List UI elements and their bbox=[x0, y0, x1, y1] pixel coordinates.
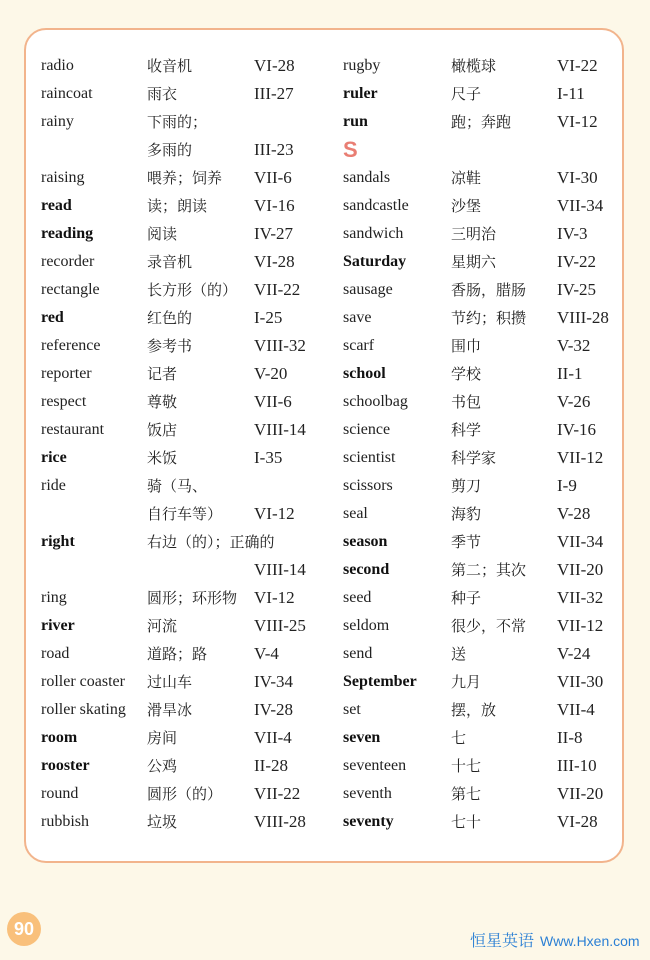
entry-word: room bbox=[41, 729, 78, 746]
entry-meaning: 很少，不常 bbox=[451, 617, 527, 635]
entry-reference: VII-4 bbox=[254, 728, 292, 747]
entry-word: second bbox=[343, 561, 390, 578]
entry-word: ride bbox=[41, 477, 66, 494]
entry-reference: I-35 bbox=[254, 448, 283, 467]
entry-reference: V-4 bbox=[254, 644, 279, 663]
entry-meaning: 剪刀 bbox=[451, 477, 482, 495]
entry-reference: I-25 bbox=[254, 308, 283, 327]
entry-word: red bbox=[41, 309, 64, 326]
entry-meaning: 收音机 bbox=[147, 57, 193, 75]
entry-meaning: 红色的 bbox=[147, 309, 193, 327]
entry-reference: VII-32 bbox=[557, 588, 604, 607]
entry-word: school bbox=[343, 365, 386, 382]
entry-word: schoolbag bbox=[343, 393, 408, 410]
entry-word: round bbox=[41, 785, 79, 802]
entry-meaning: 种子 bbox=[451, 589, 482, 607]
entry-meaning: 七十 bbox=[451, 813, 482, 831]
entry-reference: IV-3 bbox=[557, 224, 588, 243]
entry-meaning: 凉鞋 bbox=[451, 169, 482, 187]
entry-word: scientist bbox=[343, 449, 396, 466]
entry-word: Saturday bbox=[343, 253, 407, 270]
entry-meaning: 十七 bbox=[451, 757, 482, 775]
entry-word: season bbox=[343, 533, 388, 550]
entry-word: roller coaster bbox=[41, 673, 125, 690]
entry-meaning: 长方形（的） bbox=[147, 281, 238, 299]
entry-word: seal bbox=[343, 505, 368, 522]
entry-word: river bbox=[41, 617, 75, 634]
entry-word: sandals bbox=[343, 169, 391, 186]
entry-meaning: 书包 bbox=[451, 393, 482, 411]
entry-meaning: 七 bbox=[451, 729, 467, 747]
section-letter: S bbox=[343, 137, 358, 162]
entry-meaning: 摆，放 bbox=[451, 701, 497, 719]
entry-reference: VII-22 bbox=[254, 784, 301, 803]
entry-meaning: 九月 bbox=[451, 673, 482, 691]
entry-reference: VI-16 bbox=[254, 196, 295, 215]
entry-reference: VII-34 bbox=[557, 196, 604, 215]
entry-word: rugby bbox=[343, 57, 381, 74]
entry-meaning: 记者 bbox=[147, 365, 178, 383]
entry-meaning: 尺子 bbox=[451, 85, 482, 103]
entry-word: sandwich bbox=[343, 225, 404, 242]
entry-meaning: 读；朗读 bbox=[147, 197, 208, 215]
entry-meaning: 科学家 bbox=[451, 449, 497, 467]
entry-reference: VI-12 bbox=[254, 504, 295, 523]
entry-reference: VII-6 bbox=[254, 392, 292, 411]
entry-reference: VI-30 bbox=[557, 168, 598, 187]
entry-word: rooster bbox=[41, 757, 90, 774]
entry-reference: VI-28 bbox=[254, 252, 295, 271]
entry-meaning: 米饭 bbox=[147, 449, 178, 467]
entry-reference: VII-12 bbox=[557, 448, 604, 467]
entry-reference: IV-28 bbox=[254, 700, 294, 719]
footer-brand bbox=[470, 928, 640, 951]
entry-reference: VII-20 bbox=[557, 784, 604, 803]
entry-word: scissors bbox=[343, 477, 393, 494]
entry-word: save bbox=[343, 309, 372, 326]
entry-meaning: 骑（马、 bbox=[147, 477, 208, 495]
entry-meaning: 河流 bbox=[147, 617, 178, 635]
entry-reference: VII-6 bbox=[254, 168, 292, 187]
entry-reference: V-26 bbox=[557, 392, 591, 411]
entry-meaning: 学校 bbox=[451, 365, 482, 383]
entry-word: reference bbox=[41, 337, 101, 354]
entry-reference: VIII-25 bbox=[254, 616, 306, 635]
entry-meaning: 房间 bbox=[147, 729, 178, 747]
entry-reference: VII-34 bbox=[557, 532, 604, 551]
entry-reference: I-9 bbox=[557, 476, 577, 495]
entry-reference: IV-22 bbox=[557, 252, 597, 271]
entry-meaning: 垃圾 bbox=[147, 813, 178, 831]
entry-word: respect bbox=[41, 393, 87, 410]
entry-meaning: 尊敬 bbox=[147, 393, 178, 411]
entry-word: restaurant bbox=[41, 421, 105, 438]
entry-word: rainy bbox=[41, 113, 74, 130]
entry-word: run bbox=[343, 113, 368, 130]
footer-brand-name: 恒星英语 bbox=[470, 931, 535, 950]
entry-reference: VIII-28 bbox=[254, 812, 306, 831]
entry-word: seldom bbox=[343, 617, 390, 634]
entry-word: radio bbox=[41, 57, 74, 74]
entry-word: seven bbox=[343, 729, 381, 746]
entry-reference: III-10 bbox=[557, 756, 597, 775]
entry-meaning: 沙堡 bbox=[451, 197, 482, 215]
entry-reference: IV-16 bbox=[557, 420, 597, 439]
entry-reference: VIII-14 bbox=[254, 560, 306, 579]
entry-reference: III-27 bbox=[254, 84, 294, 103]
entry-word: ring bbox=[41, 589, 67, 606]
entry-meaning: 过山车 bbox=[147, 673, 193, 691]
glossary-card bbox=[24, 28, 624, 863]
entry-word: read bbox=[41, 197, 72, 214]
entry-reference: V-20 bbox=[254, 364, 288, 383]
entry-meaning: 三明治 bbox=[451, 225, 497, 243]
entry-meaning: 公鸡 bbox=[147, 757, 178, 775]
entry-reference: IV-25 bbox=[557, 280, 597, 299]
entry-meaning: 橄榄球 bbox=[451, 57, 497, 75]
entry-word: reporter bbox=[41, 365, 92, 382]
entry-meaning: 节约；积攒 bbox=[451, 309, 527, 327]
entry-reference: II-1 bbox=[557, 364, 583, 383]
entry-meaning: 星期六 bbox=[451, 253, 497, 271]
entry-reference: VIII-28 bbox=[557, 308, 609, 327]
entry-reference: VI-22 bbox=[557, 56, 598, 75]
page-number: 90 bbox=[7, 912, 41, 946]
entry-meaning: 录音机 bbox=[147, 253, 193, 271]
entry-meaning: 雨衣 bbox=[147, 85, 178, 103]
entry-word: set bbox=[343, 701, 361, 718]
entry-meaning: 第二；其次 bbox=[451, 561, 527, 579]
entry-reference: I-11 bbox=[557, 84, 585, 103]
entry-reference: VII-20 bbox=[557, 560, 604, 579]
entry-word: ruler bbox=[343, 85, 378, 102]
entry-word: rice bbox=[41, 449, 67, 466]
entry-reference: VI-28 bbox=[557, 812, 598, 831]
entry-word: raincoat bbox=[41, 85, 93, 102]
entry-reference: VII-4 bbox=[557, 700, 595, 719]
entry-meaning: 科学 bbox=[451, 421, 482, 439]
entry-reference: IV-34 bbox=[254, 672, 294, 691]
entry-reference: VI-12 bbox=[254, 588, 295, 607]
entry-reference: VIII-14 bbox=[254, 420, 306, 439]
entry-word: sausage bbox=[343, 281, 393, 298]
entry-reference: III-23 bbox=[254, 140, 294, 159]
entry-reference: VI-28 bbox=[254, 56, 295, 75]
entry-meaning: 香肠，腊肠 bbox=[451, 281, 527, 299]
entry-word: recorder bbox=[41, 253, 95, 270]
entry-meaning: 送 bbox=[451, 645, 467, 663]
entry-word: seventh bbox=[343, 785, 392, 802]
entry-reference: V-24 bbox=[557, 644, 591, 663]
entry-meaning: 季节 bbox=[451, 533, 482, 551]
entry-word: reading bbox=[41, 225, 94, 242]
entry-word: September bbox=[343, 673, 417, 690]
entry-word: seed bbox=[343, 589, 372, 606]
entry-word: seventeen bbox=[343, 757, 407, 774]
entry-reference: IV-27 bbox=[254, 224, 294, 243]
entry-meaning: 下雨的； bbox=[147, 113, 208, 131]
entry-reference: VII-22 bbox=[254, 280, 301, 299]
entry-word: send bbox=[343, 645, 373, 662]
entry-meaning: 阅读 bbox=[147, 225, 178, 243]
entry-word: road bbox=[41, 645, 70, 662]
footer-url: Www.Hxen.com bbox=[540, 933, 640, 949]
entry-meaning: 饭店 bbox=[147, 421, 178, 439]
entry-word: raising bbox=[41, 169, 85, 186]
entry-reference: V-28 bbox=[557, 504, 591, 523]
entry-reference: VIII-32 bbox=[254, 336, 306, 355]
entry-meaning: 圆形（的） bbox=[147, 785, 223, 803]
entry-word: rubbish bbox=[41, 813, 89, 830]
entry-word: sandcastle bbox=[343, 197, 409, 214]
entry-reference: II-8 bbox=[557, 728, 583, 747]
entry-meaning: 海豹 bbox=[451, 505, 482, 523]
entry-meaning: 围巾 bbox=[451, 337, 482, 355]
entry-word: scarf bbox=[343, 337, 375, 354]
entry-word: seventy bbox=[343, 813, 394, 830]
entry-meaning: 右边（的）；正确的 bbox=[147, 533, 275, 551]
entry-word: roller skating bbox=[41, 701, 126, 718]
entry-word: right bbox=[41, 533, 75, 550]
entry-reference: VII-30 bbox=[557, 672, 604, 691]
entry-word: rectangle bbox=[41, 281, 100, 298]
entry-meaning: 参考书 bbox=[147, 337, 193, 355]
entry-meaning: 跑；奔跑 bbox=[451, 113, 512, 131]
entry-meaning: 滑旱冰 bbox=[147, 701, 193, 719]
entry-meaning: 第七 bbox=[451, 785, 482, 803]
entry-meaning: 多雨的 bbox=[147, 141, 193, 159]
entry-reference: V-32 bbox=[557, 336, 591, 355]
entry-meaning: 自行车等） bbox=[147, 505, 223, 523]
entry-meaning: 道路；路 bbox=[147, 645, 208, 663]
entry-reference: VI-12 bbox=[557, 112, 598, 131]
entry-word: science bbox=[343, 421, 391, 438]
entry-meaning: 喂养；饲养 bbox=[147, 169, 223, 187]
entry-meaning: 圆形；环形物 bbox=[147, 589, 238, 607]
entry-reference: II-28 bbox=[254, 756, 288, 775]
entry-reference: VII-12 bbox=[557, 616, 604, 635]
